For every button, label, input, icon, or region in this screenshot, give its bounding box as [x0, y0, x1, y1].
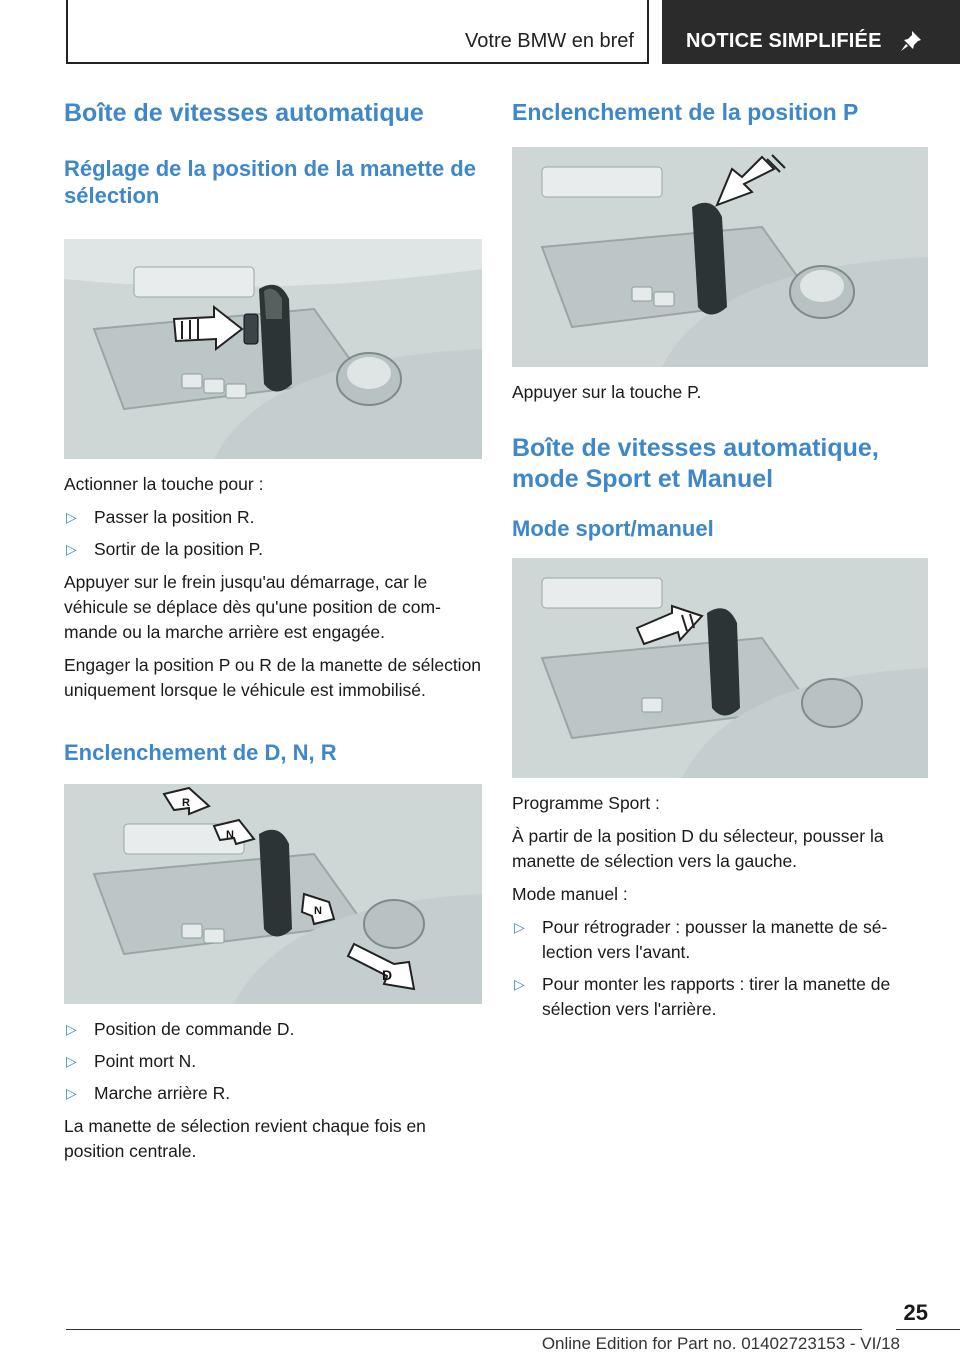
page-number: 25 [903, 1300, 928, 1325]
list-item: ▷ Passer la position R. [64, 505, 482, 530]
paragraph: Engager la position P ou R de la manette de sélection uniquement lorsque le véhicule est immobilisé. [64, 655, 482, 700]
triangle-bullet-icon: ▷ [66, 509, 77, 525]
list-item: ▷ Position de commande D. [64, 1017, 482, 1042]
sport-mode-figure [512, 558, 928, 778]
section-title: Boîte de vitesses automatique [64, 99, 424, 127]
list-item: ▷ Sortir de la position P. [64, 537, 482, 562]
caption: Appuyer sur la touche P. [512, 382, 702, 402]
subsection-title-sport: Mode sport/manuel [512, 516, 714, 541]
triangle-bullet-icon: ▷ [66, 1021, 77, 1037]
edition-text: Online Edition for Part no. 01402723153 - VI/18 [541, 1334, 900, 1353]
triangle-bullet-icon: ▷ [66, 1053, 77, 1069]
list-item: ▷ Point mort N. [64, 1049, 482, 1074]
gear-lever-figure [64, 239, 482, 459]
gear-positions-figure [64, 784, 482, 1004]
footer-rule [66, 1329, 862, 1330]
intro-text: Actionner la touche pour : [64, 474, 264, 494]
bullet-list-1 [64, 505, 482, 562]
triangle-bullet-icon: ▷ [66, 541, 77, 557]
bullet-list-3 [512, 915, 928, 1022]
header-separator [647, 0, 649, 64]
triangle-bullet-icon: ▷ [514, 919, 525, 935]
pin-icon [898, 28, 924, 54]
paragraph: La manette de sélection revient chaque fois en position centrale. [64, 1116, 426, 1161]
park-button-figure [512, 147, 928, 367]
subsection-title-dnr: Enclenchement de D, N, R [64, 740, 337, 765]
header-badge [662, 0, 960, 64]
paragraph: Programme Sport : [512, 793, 660, 813]
triangle-bullet-icon: ▷ [66, 1085, 77, 1101]
list-item: ▷ Marche arrière R. [64, 1081, 482, 1106]
header-left-rule [66, 0, 68, 64]
header-rule [66, 62, 648, 64]
right-column [512, 98, 928, 1022]
triangle-bullet-icon: ▷ [514, 976, 525, 992]
paragraph: Mode manuel : [512, 884, 628, 904]
arrow-label: R [182, 797, 190, 809]
left-column [64, 98, 482, 1164]
bullet-list-2 [64, 1017, 482, 1106]
header-section-title: Votre BMW en bref [465, 30, 634, 52]
subsection-title-park: Enclenchement de la position P [512, 99, 859, 125]
paragraph: Appuyer sur le frein jusqu'au démarrage, car le véhicule se déplace dès qu'une position de commande ou la marche arrière est engagée. [64, 572, 441, 642]
section-title-2: Boîte de vitesses automatique, mode Sport et Manuel [512, 434, 879, 493]
paragraph: À partir de la position D du sélecteur, pousser la manette de sélection vers la gauche. [512, 826, 884, 871]
arrow-label: N [226, 829, 234, 841]
arrow-label: D [382, 967, 393, 983]
subsection-title: Réglage de la position de la manette de sélection [64, 156, 476, 208]
list-item: ▷ Pour monter les rapports : tirer la manette de sélection vers l'arrière. [514, 974, 891, 1019]
list-item: ▷ Pour rétrograder : pousser la manette de sélection vers l'avant. [514, 917, 888, 962]
header-badge-label: NOTICE SIMPLIFIÉE [686, 30, 882, 52]
footer-rule-right [896, 1329, 960, 1330]
arrow-label: N [314, 905, 322, 917]
